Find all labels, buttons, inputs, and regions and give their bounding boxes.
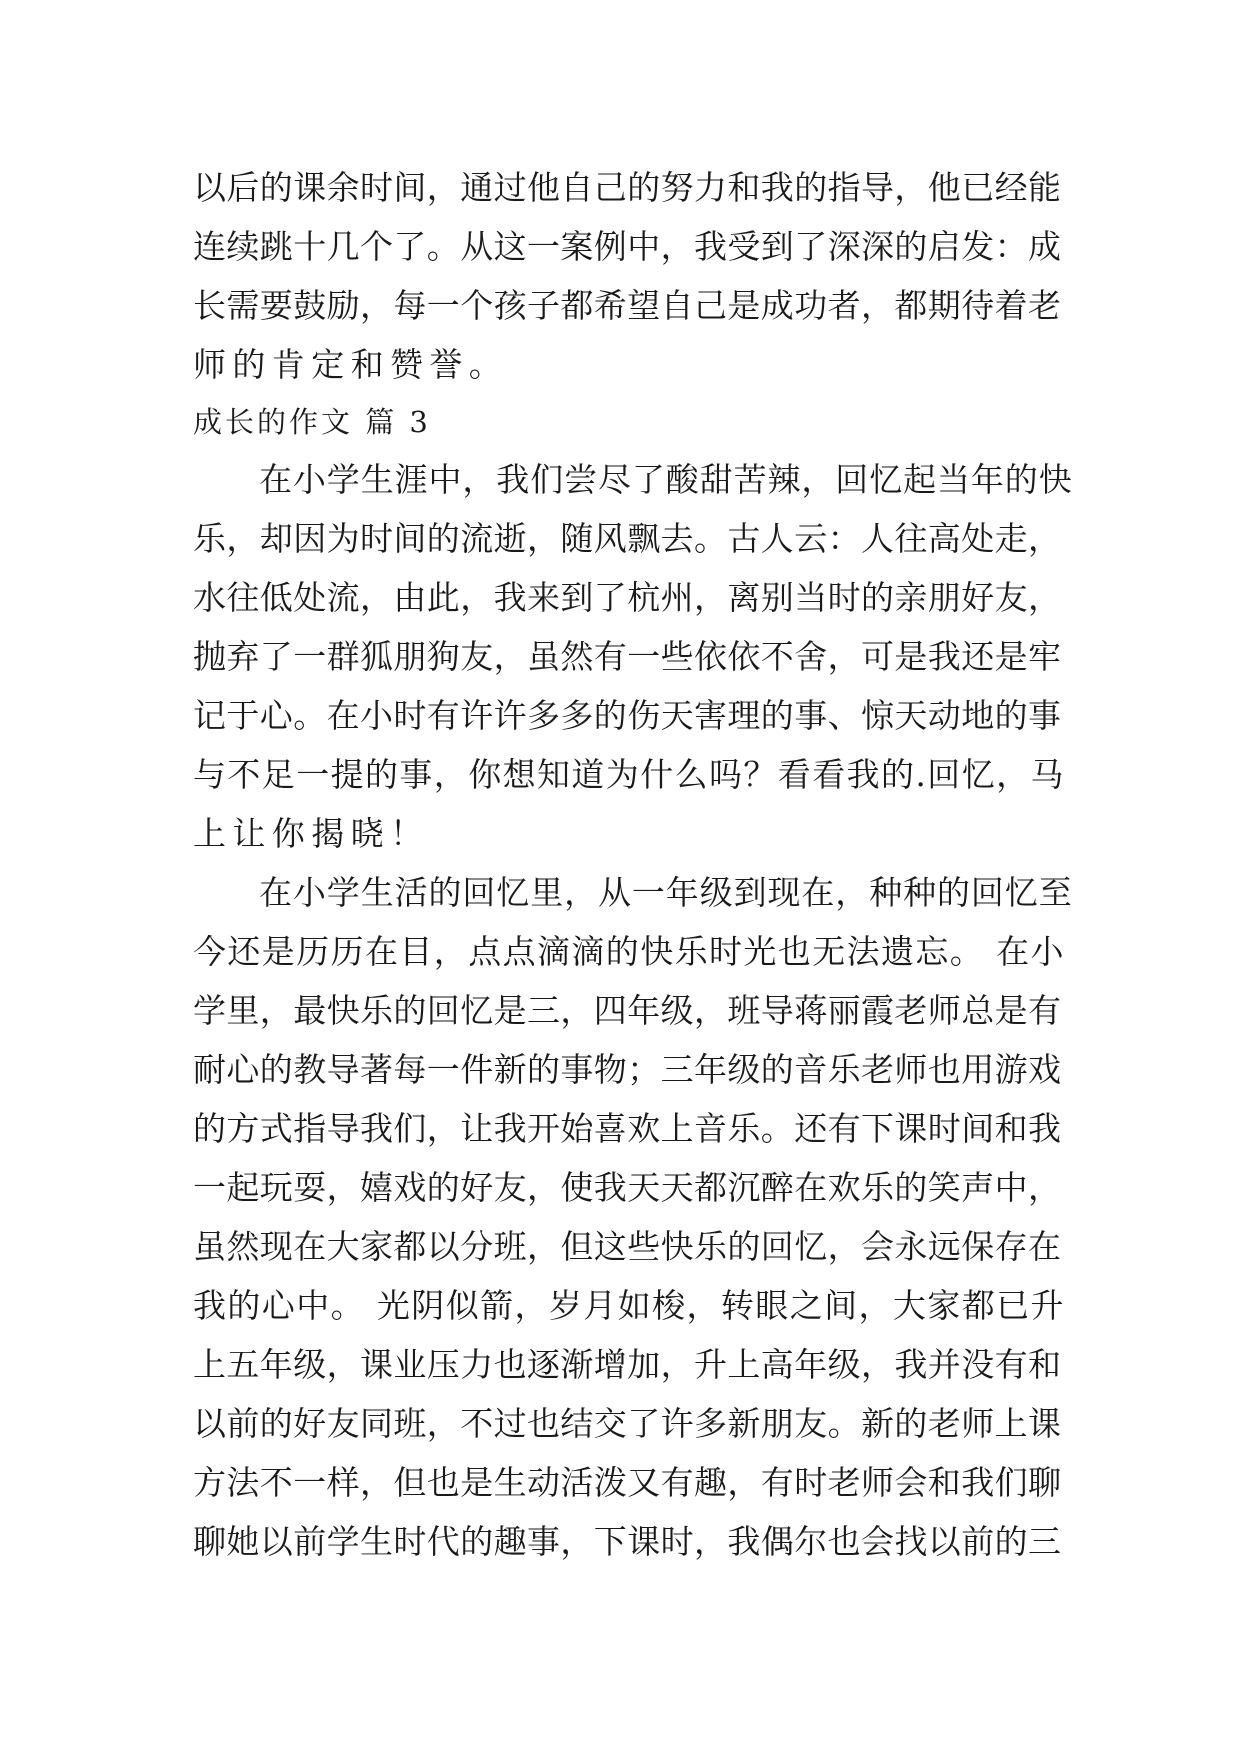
text-line: 今还是历历在目，点点滴滴的快乐时光也无法遗忘。 在小 <box>193 932 1065 971</box>
text-line: 在小学生涯中，我们尝尽了酸甜苦辣，回忆起当年的快 <box>259 460 1073 499</box>
text-line: 虽然现在大家都以分班，但这些快乐的回忆，会永远保存在 <box>193 1227 1062 1266</box>
text-line: 乐，却因为时间的流逝，随风飘去。古人云：人往高处走， <box>193 519 1062 558</box>
text-line: 师的肯定和赞誉。 <box>193 345 509 384</box>
document-body <box>193 158 1073 1571</box>
text-line: 水往低处流，由此，我来到了杭州，离别当时的亲朋好友， <box>193 578 1062 617</box>
text-line: 以后的课余时间，通过他自己的努力和我的指导，他已经能 <box>193 168 1062 207</box>
text-line: 耐心的教导著每一件新的事物；三年级的音乐老师也用游戏 <box>193 1050 1062 1089</box>
text-line: 学里，最快乐的回忆是三，四年级，班导蒋丽霞老师总是有 <box>193 991 1062 1030</box>
text-line: 我的心中。 光阴似箭，岁月如梭，转眼之间，大家都已升 <box>193 1286 1065 1325</box>
text-line: 抛弃了一群狐朋狗友，虽然有一些依依不舍，可是我还是牢 <box>193 637 1062 676</box>
text-line: 上五年级，课业压力也逐渐增加，升上高年级，我并没有和 <box>193 1345 1062 1384</box>
text-line: 连续跳十几个了。从这一案例中，我受到了深深的启发：成 <box>193 227 1062 266</box>
text-line: 的方式指导我们，让我开始喜欢上音乐。还有下课时间和我 <box>193 1109 1062 1148</box>
text-line: 长需要鼓励，每一个孩子都希望自己是成功者，都期待着老 <box>193 286 1062 325</box>
text-line: 聊她以前学生时代的趣事，下课时，我偶尔也会找以前的三 <box>193 1522 1062 1561</box>
text-line: 上让你揭晓！ <box>193 814 430 853</box>
text-line: 一起玩耍，嬉戏的好友，使我天天都沉醉在欢乐的笑声中， <box>193 1168 1062 1207</box>
section-heading: 成长的作文 篇 3 <box>193 405 431 439</box>
text-line: 记于心。在小时有许许多多的伤天害理的事、惊天动地的事 <box>193 696 1062 735</box>
text-line: 方法不一样，但也是生动活泼又有趣，有时老师会和我们聊 <box>193 1463 1062 1502</box>
text-line: 在小学生活的回忆里，从一年级到现在，种种的回忆至 <box>259 873 1073 912</box>
text-line: 与不足一提的事，你想知道为什么吗？看看我的.回忆，马 <box>193 755 1065 794</box>
text-line: 以前的好友同班，不过也结交了许多新朋友。新的老师上课 <box>193 1404 1062 1443</box>
